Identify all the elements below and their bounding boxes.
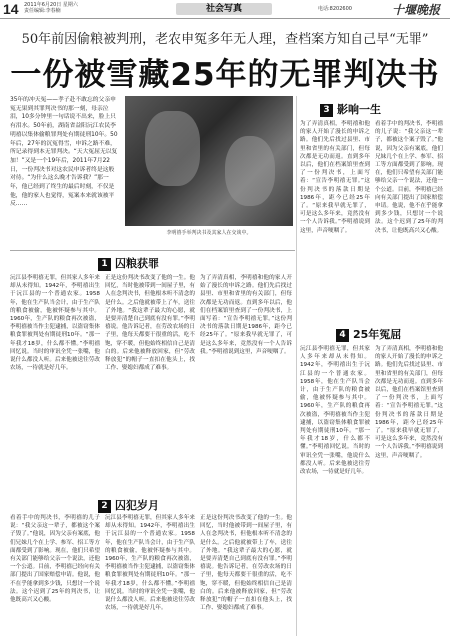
- date-text: 2011年6月20日 星期六: [24, 2, 78, 8]
- news-photo: [125, 96, 293, 226]
- article-intro: 35年的冲天冤——孝子赴不敢忘的父亲申冤无果到其罪判决书的那一刻，母亲泣泪，10多分钟里一句话说不出来，脸上只有泪水。50年前，湖南省益阳沅江农民李明禧以集体偷粮罪判处有期徒刑10年。50年后，27年的沉冤得雪，申诉之路不难，所记录得到本无罪判决。“天大冤屈无以复加！”又是一个19年后，2011年7月22日，一份判决书对这农民申诉者终是这般对待。“为什么这么晚才告诉我？”那一年，他已经到了终生的最后时刻，不仅是他，他的家人也觉得，冤案本来就该被平反……: [10, 97, 118, 208]
- article-subheadline: 50年前因偷粮被判刑，老农申冤多年无人理，查档案方知自己早“无罪”: [21, 32, 429, 47]
- column-2c: 正是这份判决书改变了他的一生。他回忆，当时他被带到一间屋子里，有人在念判决书，但他根本听不清念的是什么。之后他就被带上了车，送往了外地。“我这辈子最大的心愿，就是要弄清楚自己到底有没有罪。”李明禧说。他告诉记者，在劳改农场的日子里，他每天都要干很重的活，吃不饱，穿不暖，但他始终相信自己是清白的。后来他被释放回家，但“劳改释放犯”的帽子一直扣在他头上，找工作、娶媳妇都成了难事。: [200, 515, 292, 612]
- column-1a: 沅江县李明禧无罪，但其家人多年来却从未得知。1942年，李明禧出生于沅江县的一个普通农家。1958年，他在生产队当会计，由于生产队的粮食被偷，他被怀疑参与其中。1960年，生产队的粮食再次被盗，李明禧被当作主犯逮捕，以盗窃集体粮食罪被判处有期徒刑10年。“那一年我才18岁，什么都不懂。”李明禧回忆说。当时的审讯全凭一张嘴，他说什么都没人听。后来他被送往劳改农场，一待就是好几年。: [10, 275, 100, 372]
- column-2a: 看着手中的判决书，李明禧的儿子说：“我父亲这一辈子，都被这个案子毁了。”他说，因为父亲有案底，他们兄妹几个在上学、参军、招工等方面都受到了影响。现在，他们只希望有关部门能够给父亲一个说法，还他一个公道。目前，李明禧已经向有关部门提出了国家赔偿申请。他说，他不在乎能拿到多少钱，只想讨一个说法。这个迟到了25年的判决书，让他既高兴又心酸。: [10, 515, 100, 604]
- column-3a: 为了弄清真相，李明禧和他的家人开始了漫长的申诉之路。他们先后找过县里、市里和省里的有关部门，但每次都是无功而返。直到多年以后，他们在档案馆里查到了一份判决书，上面写着：“宣告李明禧无罪。”这份判决书的落款日期是1986年，距今已经25年了。“原来我早就无罪了，可是这么多年来，竟然没有一个人告诉我。”李明禧说到这里，声音哽咽了。: [300, 121, 370, 234]
- section-label: 社会写真: [176, 3, 272, 15]
- column-4b: 为了弄清真相，李明禧和他的家人开始了漫长的申诉之路。他们先后找过县里、市里和省里的有关部门，但每次都是无功而返。直到多年以后，他们在档案馆里查到了一份判决书，上面写着：“宣告李明禧无罪。”这份判决书的落款日期是1986年，距今已经25年了。“原来我早就无罪了，可是这么多年来，竟然没有一个人告诉我。”李明禧说到这里，声音哽咽了。: [375, 346, 443, 459]
- divider: [10, 250, 295, 251]
- column-1b: 正是这份判决书改变了他的一生。他回忆，当时他被带到一间屋子里，有人在念判决书，但他根本听不清念的是什么。之后他就被带上了车，送往了外地。“我这辈子最大的心愿，就是要弄清楚自己到底有没有罪。”李明禧说。他告诉记者，在劳改农场的日子里，他每天都要干很重的活，吃不饱，穿不暖，但他始终相信自己是清白的。后来他被释放回家，但“劳改释放犯”的帽子一直扣在他头上，找工作、娶媳妇都成了难事。: [105, 275, 195, 372]
- section-heading-3: [320, 101, 381, 117]
- section-title: 25年冤屈: [353, 328, 402, 341]
- section-heading-1: [98, 255, 159, 271]
- column-2b: 沅江县李明禧无罪，但其家人多年来却从未得知。1942年，李明禧出生于沅江县的一个普通农家。1958年，他在生产队当会计，由于生产队的粮食被偷，他被怀疑参与其中。1960年，生产队的粮食再次被盗，李明禧被当作主犯逮捕，以盗窃集体粮食罪被判处有期徒刑10年。“那一年我才18岁，什么都不懂。”李明禧回忆说。当时的审讯全凭一张嘴，他说什么都没人听。后来他被送往劳改农场，一待就是好几年。: [105, 515, 195, 612]
- column-4a: 沅江县李明禧无罪，但其家人多年来却从未得知。1942年，李明禧出生于沅江县的一个普通农家。1958年，他在生产队当会计，由于生产队的粮食被偷，他被怀疑参与其中。1960年，生产队的粮食再次被盗，李明禧被当作主犯逮捕，以盗窃集体粮食罪被判处有期徒刑10年。“那一年我才18岁，什么都不懂。”李明禧回忆说。当时的审讯全凭一张嘴，他说什么都没人听。后来他被送往劳改农场，一待就是好几年。: [300, 346, 370, 476]
- section-number: 3: [320, 104, 333, 117]
- section-number: 4: [336, 329, 349, 342]
- section-heading-2: [98, 497, 159, 513]
- issue-date: [24, 2, 78, 14]
- section-number: 2: [98, 500, 111, 513]
- column-3b: 看着手中的判决书，李明禧的儿子说：“我父亲这一辈子，都被这个案子毁了。”他说，因为父亲有案底，他们兄妹几个在上学、参军、招工等方面都受到了影响。现在，他们只希望有关部门能够给父亲一个说法，还他一个公道。目前，李明禧已经向有关部门提出了国家赔偿申请。他说，他不在乎能拿到多少钱，只想讨一个说法。这个迟到了25年的判决书，让他既高兴又心酸。: [375, 121, 443, 234]
- article-headline: 一份被雪藏25年的无罪判决书: [10, 57, 440, 93]
- section-title: 囚犯岁月: [115, 499, 159, 512]
- editor-text: 责任编辑:李春楠: [24, 8, 61, 14]
- section-number: 1: [98, 258, 111, 271]
- section-title: 影响一生: [337, 103, 381, 116]
- section-title: 囚粮获罪: [115, 257, 159, 270]
- page-header: [0, 0, 450, 19]
- page-number: 14: [3, 1, 19, 17]
- column-divider: [296, 96, 297, 636]
- column-1c: 为了弄清真相，李明禧和他的家人开始了漫长的申诉之路。他们先后找过县里、市里和省里的有关部门，但每次都是无功而返。直到多年以后，他们在档案馆里查到了一份判决书，上面写着：“宣告李明禧无罪。”这份判决书的落款日期是1986年，距今已经25年了。“原来我早就无罪了，可是这么多年来，竟然没有一个人告诉我。”李明禧说到这里，声音哽咽了。: [200, 275, 292, 355]
- phone-text: 电话:8202600: [318, 6, 352, 12]
- newspaper-logo: 十堰晚报: [392, 3, 441, 17]
- section-heading-4: [336, 326, 401, 342]
- photo-caption: 李明禧手举判决书及其家人在交谈中。: [166, 230, 252, 236]
